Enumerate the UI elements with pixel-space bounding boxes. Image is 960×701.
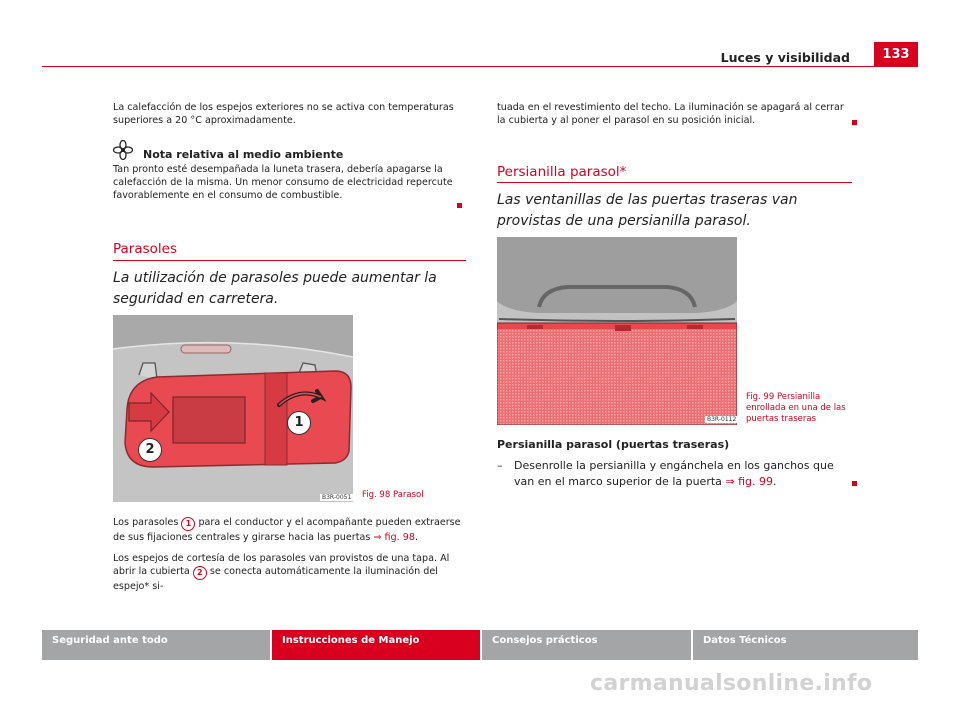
para2-text-a: Los espejos de cortesía de los parasoles van provistos de una tapa. Al abrir la cubierta bbox=[113, 553, 450, 577]
env-note-title: Nota relativa al medio ambiente bbox=[143, 148, 344, 161]
para1-text-b: para el conductor y el acompañante pueden extraerse de sus fijaciones centrales y girarse hacia las puertas bbox=[113, 517, 461, 543]
figure-caption bbox=[746, 392, 852, 425]
section-heading-parasoles: Parasoles bbox=[113, 241, 178, 257]
end-marker bbox=[852, 481, 857, 486]
figure-caption bbox=[362, 490, 424, 501]
section-heading-persianilla: Persianilla parasol* bbox=[497, 164, 627, 180]
leaf-icon bbox=[113, 140, 133, 160]
caption-text: Persianilla enrollada en una de las puertas traseras bbox=[746, 392, 846, 424]
fig-99-link[interactable]: ⇒ fig. 99 bbox=[725, 475, 774, 488]
para1-text-a: Los parasoles bbox=[113, 517, 179, 528]
page-number: 133 bbox=[874, 42, 918, 67]
bullet-dash: – bbox=[497, 459, 503, 472]
footer-tab-consejos[interactable]: Consejos prácticos bbox=[482, 630, 691, 660]
bullet-text: Desenrolle la persianilla y engánchela en los ganchos que van en el marco superior de la puerta bbox=[514, 459, 834, 488]
caption-fig-number: Fig. 98 bbox=[362, 490, 391, 500]
caption-text: Parasol bbox=[392, 490, 424, 500]
intro-text: La calefacción de los espejos exteriores no se activa con temperaturas superiores a 20 °C aproximadamente. bbox=[113, 102, 454, 126]
footer-tab-instrucciones[interactable]: Instrucciones de Manejo bbox=[272, 630, 480, 660]
callout-ref-2: 2 bbox=[193, 566, 207, 580]
section-lead: La utilización de parasoles puede aumentar la seguridad en carretera. bbox=[113, 270, 437, 307]
para2-text-b: se conecta automáticamente la iluminación del espejo* si- bbox=[113, 566, 438, 592]
end-marker bbox=[852, 120, 857, 125]
bullet-item bbox=[514, 458, 854, 490]
header-rule bbox=[42, 66, 918, 67]
callout-2: 2 bbox=[138, 438, 162, 462]
section-title: Luces y visibilidad bbox=[720, 50, 850, 65]
section-rule bbox=[113, 260, 466, 261]
figure-sun-visor bbox=[113, 315, 353, 502]
continued-text: tuada en el revestimiento del techo. La iluminación se apagará al cerrar la cubierta y al poner el parasol en su posición inicial. bbox=[497, 102, 844, 126]
figure-code: B3R-0112 bbox=[707, 416, 737, 423]
section-lead: Las ventanillas de las puertas traseras van provistas de una persianilla parasol. bbox=[497, 192, 798, 229]
paragraph-1 bbox=[113, 516, 467, 544]
end-marker bbox=[457, 203, 462, 208]
watermark: carmanualsonline.info bbox=[590, 671, 873, 696]
callout-1: 1 bbox=[287, 411, 311, 435]
sub-heading: Persianilla parasol (puertas traseras) bbox=[497, 438, 730, 451]
section-rule bbox=[497, 182, 852, 183]
figure-rear-blind bbox=[497, 237, 737, 425]
footer-tab-datos[interactable]: Datos Técnicos bbox=[693, 630, 918, 660]
figure-code: B3R-0051 bbox=[322, 494, 352, 501]
fig-98-link[interactable]: ⇒ fig. 98 bbox=[373, 532, 415, 543]
footer-tab-seguridad[interactable]: Seguridad ante todo bbox=[42, 630, 270, 660]
callout-ref-1: 1 bbox=[181, 517, 195, 531]
paragraph-2 bbox=[113, 552, 467, 593]
env-note-text: Tan pronto esté desempañada la luneta trasera, debería apagarse la calefacción de la misma. Un menor consumo de electricidad repercute favorablemente en el consumo de combustible. bbox=[113, 164, 453, 201]
caption-fig-number: Fig. 99 bbox=[746, 392, 775, 402]
bullet-end: . bbox=[773, 475, 777, 488]
para1-end: . bbox=[414, 532, 418, 543]
